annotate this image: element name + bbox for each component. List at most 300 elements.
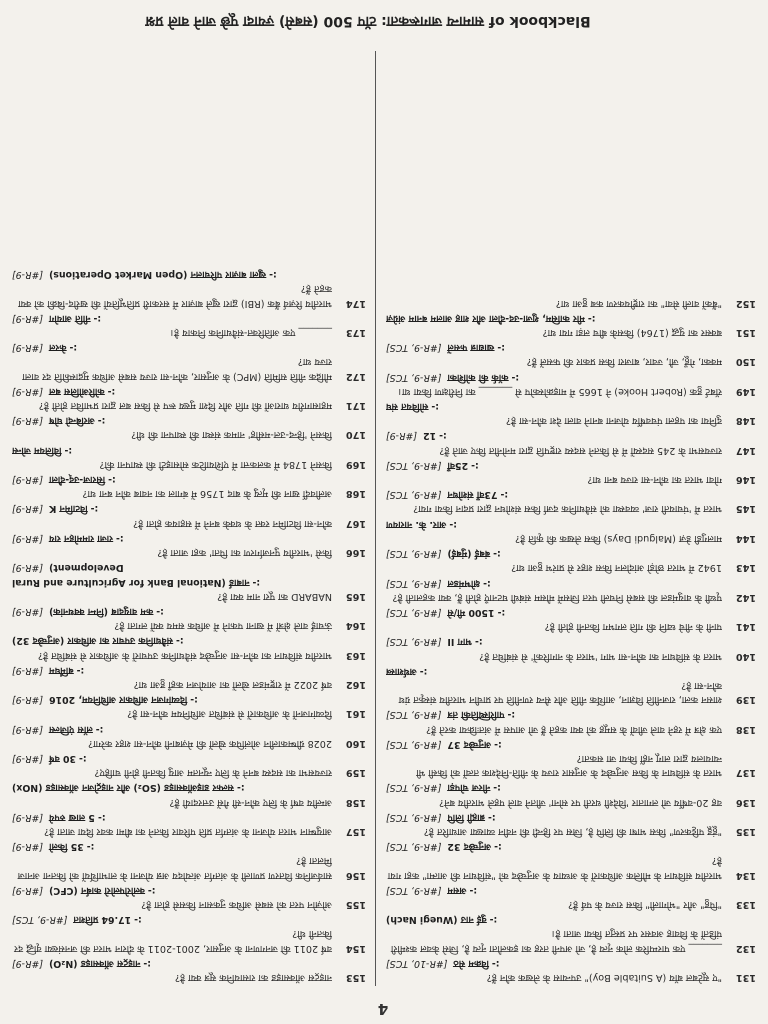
answer-text: 30 वर्ष bbox=[49, 752, 76, 764]
question-text: भारत के संविधान के किस अनुच्छेद के अनुसार राज्य के नीति-निदेशक तत्वों को किसी भी न्यायालय द्वारा लागू नहीं किया जा सकता? bbox=[416, 752, 722, 779]
answer-line bbox=[12, 839, 332, 853]
answer-line bbox=[12, 912, 332, 926]
question-item bbox=[12, 604, 366, 632]
page-number: 4 bbox=[377, 1000, 389, 1018]
question-number: 134 bbox=[735, 869, 756, 881]
answer-arrow-icon: :- bbox=[143, 957, 152, 969]
question-text: किसने 1784 में कलकत्ता में एशियाटिक सोसाइटी की स्थापना की? bbox=[99, 458, 332, 470]
question-number: 133 bbox=[735, 898, 756, 910]
answer-arrow-icon: :- bbox=[176, 635, 184, 647]
question-text: _______ एक अतिरिक्त-संवैधानिक निकाय है। bbox=[170, 327, 332, 339]
answer-text: 25वाँ bbox=[447, 459, 469, 471]
answer-line bbox=[12, 384, 332, 398]
answer-arrow-icon: :- bbox=[483, 577, 491, 589]
answer-arrow-icon: :- bbox=[493, 782, 501, 794]
answer-arrow-icon: :- bbox=[236, 782, 245, 794]
answer-arrow-icon: :- bbox=[134, 914, 142, 926]
question-text: "ए सूटेबल बॉय (A Suitable Boy)" उपन्यास के लेखक कौन हैं? bbox=[486, 972, 722, 983]
answer-text: सोवियत संघ bbox=[386, 401, 429, 413]
answer-arrow-icon: :- bbox=[116, 532, 124, 544]
source-tag: [#R-9, TCS] bbox=[386, 884, 442, 896]
source-tag: [#R-9, TCS] bbox=[386, 342, 442, 354]
answer-text: नीरज चोपड़ा bbox=[447, 782, 491, 794]
question-text: गोवा भारत का कौन-सा राज्य बना था? bbox=[587, 474, 722, 486]
answer-arrow-icon: :- bbox=[494, 841, 502, 853]
question-item bbox=[386, 839, 756, 882]
question-text: ओज़ोन परत को सबसे अधिक नुकसान किससे होता है? bbox=[141, 898, 332, 910]
answer-line bbox=[12, 721, 332, 735]
answer-arrow-icon: :- bbox=[487, 811, 496, 823]
question-item bbox=[12, 413, 366, 441]
source-tag: [#R-9] bbox=[12, 841, 44, 853]
answer-line bbox=[386, 517, 722, 531]
source-tag: [#R-9, TCS] bbox=[386, 371, 442, 383]
answer-text: दिव्यांगजन अधिकार अधिनियम, 2016 bbox=[49, 694, 188, 706]
answer-arrow-icon: :- bbox=[108, 474, 116, 486]
source-tag: [#R-9, TCS] bbox=[386, 577, 442, 589]
question-text: किसने 'हिन्द-उल-मसीह' नामक संस्था की स्थापना की थी? bbox=[131, 429, 332, 441]
answer-line bbox=[386, 634, 722, 648]
question-item bbox=[386, 956, 756, 984]
source-tag: [#R-9, TCS] bbox=[386, 811, 442, 823]
source-tag: [#R-9, TCS] bbox=[386, 709, 442, 721]
answer-line bbox=[12, 633, 332, 647]
answer-line bbox=[386, 664, 722, 678]
question-item bbox=[12, 311, 366, 339]
question-number: 147 bbox=[735, 444, 756, 456]
question-item bbox=[386, 780, 756, 808]
answer-text: खुला बाज़ार परिचालन (Open Market Operations) bbox=[49, 269, 267, 281]
answer-arrow-icon: :- bbox=[471, 459, 479, 471]
answer-text: नाबार्ड (National Bank for Agriculture and Rural Development) bbox=[12, 562, 250, 588]
answer-text: कम वायुदाब (निम्न क्वथनांक) bbox=[49, 605, 154, 617]
answer-arrow-icon: :- bbox=[252, 576, 261, 588]
question-text: भारतीय संविधान का कौन-सा अनुच्छेद संवैधानिक उपचारों के अधिकार से संबंधित है? bbox=[37, 649, 332, 661]
answer-text: कॉर्क की कोशिका bbox=[447, 371, 509, 383]
source-tag: [#R-9] bbox=[12, 415, 44, 427]
question-number: 132 bbox=[735, 942, 756, 954]
answer-line bbox=[12, 531, 332, 545]
question-text: दुनिया का पहला पंचवर्षीय योजना बनाने वाला देश कौन-सा है? bbox=[505, 415, 722, 427]
source-tag: [#R-9] bbox=[12, 385, 44, 397]
question-text: ऊंचाई वाले क्षेत्रों में खाना पकाने में अधिक समय क्यों लगता है? bbox=[114, 620, 332, 632]
answer-text: 1500 मी/से bbox=[447, 606, 495, 618]
question-number: 157 bbox=[345, 825, 366, 837]
answer-text: विलियम जोन्स bbox=[12, 444, 62, 456]
question-text: किसे 'भारतीय पुनर्जागरण का पिता' कहा जाता है? bbox=[157, 547, 332, 559]
source-tag: [#R-9] bbox=[12, 605, 44, 617]
answer-arrow-icon: :- bbox=[97, 811, 106, 823]
answer-text: विक्रम सेठ bbox=[453, 957, 489, 969]
question-number: 131 bbox=[735, 972, 756, 983]
answer-text: 73वाँ संशोधन bbox=[447, 489, 498, 501]
question-item bbox=[386, 810, 756, 838]
question-item bbox=[12, 839, 366, 882]
question-number: 166 bbox=[345, 547, 366, 559]
answer-text: सिराज-उद्-दौला bbox=[49, 474, 106, 486]
answer-arrow-icon: :- bbox=[497, 342, 505, 354]
answer-line bbox=[12, 501, 332, 515]
question-number: 169 bbox=[345, 458, 366, 470]
question-text: सार्वजनिक वितरण प्रणाली के अंतर्गत अंत्योदय अन्न योजना के लाभार्थियों को कितना अनाज मिलता है? bbox=[17, 855, 332, 881]
question-number: 167 bbox=[345, 517, 366, 529]
question-text: महासागरीय धाराओं की गति और दिशा मुख्य रूप से किस बल द्वारा प्रभावित होती है? bbox=[38, 400, 332, 412]
question-item bbox=[12, 810, 366, 838]
answer-line bbox=[12, 883, 332, 897]
question-text: वर्ष 2022 में राष्ट्रमंडल खेलों का आयोजन कहाँ हुआ था? bbox=[133, 678, 332, 690]
question-text: 1942 में भारत छोड़ो आंदोलन किस शहर से प्रारंभ हुआ था? bbox=[511, 562, 722, 574]
question-number: 136 bbox=[735, 796, 756, 808]
question-item bbox=[12, 663, 366, 691]
answer-text: अर्थशास्त्र bbox=[386, 665, 417, 677]
answer-line bbox=[386, 707, 722, 721]
question-number: 135 bbox=[735, 825, 756, 837]
answer-line bbox=[12, 311, 332, 325]
question-number: 149 bbox=[735, 385, 756, 397]
source-tag: [#R-9, TCS] bbox=[386, 636, 442, 648]
question-text: पृथ्वी के वायुमंडल की सबसे निचली परत जिसमें मौसम संबंधी घटनाएँ होती हैं, क्या कहलाती है? bbox=[392, 591, 722, 603]
answer-text: विटामिन K bbox=[49, 503, 88, 515]
answer-line bbox=[386, 546, 722, 560]
answer-arrow-icon: :- bbox=[511, 371, 520, 383]
question-number: 158 bbox=[345, 796, 366, 808]
source-tag: [#R-9, TCS] bbox=[386, 548, 442, 560]
question-number: 155 bbox=[345, 898, 366, 910]
question-number: 138 bbox=[735, 723, 756, 735]
question-number: 171 bbox=[345, 400, 366, 412]
question-number: 151 bbox=[735, 327, 756, 339]
question-item bbox=[12, 780, 366, 808]
question-number: 156 bbox=[345, 869, 366, 881]
answer-line bbox=[12, 560, 332, 588]
answer-text: अरबिन्दो घोष bbox=[49, 415, 95, 427]
answer-arrow-icon: :- bbox=[497, 606, 506, 618]
answer-arrow-icon: :- bbox=[79, 752, 87, 764]
question-number: 153 bbox=[345, 972, 366, 983]
answer-line bbox=[386, 369, 722, 383]
question-item bbox=[12, 267, 366, 310]
question-text: "बैंकों वाली सेवा" का राष्ट्रीयकरण कब हुआ था? bbox=[555, 297, 722, 309]
question-text: "हूंडू पट्टिकरण" किस भाषा की लिपि है, जिस पर हिन्दी की नवीन व्याख्या आधारित है? bbox=[423, 825, 722, 837]
answer-line bbox=[386, 737, 722, 751]
answer-line bbox=[12, 442, 332, 456]
question-number: 139 bbox=[735, 694, 756, 706]
question-number: 161 bbox=[345, 708, 366, 720]
question-text: रॉबर्ट हुक (Robert Hooke) ने 1665 में माइक्रोस्कोप से _______ का निरीक्षण किया था। bbox=[398, 385, 722, 397]
answer-arrow-icon: :- bbox=[489, 914, 498, 926]
answer-text: कोरिओलिस बल bbox=[49, 385, 105, 397]
source-tag: [#R-9, TCS] bbox=[12, 914, 68, 926]
answer-text: मीर कासिम, शुजा-उद-दौला और शाह आलम बनाम अंग्रेज़ bbox=[386, 312, 585, 324]
answer-line bbox=[12, 780, 332, 794]
answer-arrow-icon: :- bbox=[76, 664, 85, 676]
answer-arrow-icon: :- bbox=[86, 841, 95, 853]
answer-arrow-icon: :- bbox=[449, 518, 458, 530]
answer-arrow-icon: :- bbox=[90, 503, 99, 515]
answer-text: लॉस एंजिल्स bbox=[49, 723, 93, 735]
answer-arrow-icon: :- bbox=[107, 385, 116, 397]
answer-arrow-icon: :- bbox=[431, 401, 439, 413]
answer-line bbox=[386, 399, 722, 413]
answer-line bbox=[386, 428, 722, 442]
question-number: 172 bbox=[345, 370, 366, 382]
source-tag: [#R-9] bbox=[12, 312, 44, 324]
answer-line bbox=[386, 780, 722, 794]
answer-line bbox=[386, 575, 722, 589]
answer-text: राजा राममोहन राय bbox=[49, 532, 114, 544]
question-item bbox=[12, 721, 366, 749]
question-text: मालगुडी डेज़ (Malgudi Days) किस लेखक की कृति है? bbox=[515, 532, 722, 544]
question-text: वह 20-वर्षीय जो लगातार 'विदेशी धरती पर सोना' जीतने वाले पहले भारतीय बने? bbox=[439, 796, 722, 808]
question-item bbox=[386, 634, 756, 662]
answer-line bbox=[12, 604, 332, 618]
question-number: 170 bbox=[345, 429, 366, 441]
question-number: 141 bbox=[735, 621, 756, 633]
question-item bbox=[12, 384, 366, 412]
answer-arrow-icon: :- bbox=[474, 636, 483, 648]
question-item bbox=[12, 912, 366, 955]
answer-line bbox=[12, 413, 332, 427]
source-tag: [#R-9] bbox=[12, 342, 44, 354]
question-item bbox=[386, 883, 756, 911]
answer-line bbox=[12, 472, 332, 486]
question-text: _______ एक पारम्परिक लोक नृत्य है, जो अपनी तरह का इकलौता नृत्य है, जिसे केवल कश्मीरी पंडितों के विवाह अवसर पर प्रस्तुत किया जाता है। bbox=[390, 928, 722, 954]
answer-text: 12 bbox=[423, 430, 437, 442]
question-number: 165 bbox=[345, 590, 366, 602]
answer-line bbox=[386, 340, 722, 354]
source-tag: [#R-9] bbox=[12, 723, 44, 735]
source-tag: [#R-10, TCS] bbox=[386, 957, 448, 969]
answer-arrow-icon: :- bbox=[95, 723, 104, 735]
source-tag: [#R-9] bbox=[12, 503, 44, 515]
source-tag: [#R-9] bbox=[12, 957, 44, 969]
question-text: पानी के नीचे ध्वनि की गति लगभग कितनी होती है? bbox=[544, 621, 722, 633]
question-text: आयुष्मान भारत योजना के अंतर्गत प्रति परिवार कितने का बीमा कवर दिया जाता है? bbox=[44, 825, 332, 837]
answer-arrow-icon: :- bbox=[500, 489, 509, 501]
answer-text: अनुच्छेद 37 bbox=[447, 738, 492, 750]
answer-text: सल्फर डाइऑक्साइड (SO₂) और नाइट्रोजन ऑक्साइड (NOx) bbox=[12, 782, 234, 794]
source-tag: [#R-9] bbox=[12, 562, 44, 574]
question-item bbox=[12, 442, 366, 470]
question-text: दिव्यांगजनों के अधिकारों से संबंधित अधिनियम कौन-सा है? bbox=[127, 708, 332, 720]
question-item bbox=[386, 458, 756, 486]
question-item bbox=[386, 295, 756, 309]
question-item bbox=[12, 560, 366, 603]
answer-text: आर. के. नारायण bbox=[386, 518, 447, 530]
answer-line bbox=[386, 839, 722, 853]
answer-text: क्लोरोफ्लोरो कार्बन (CFC) bbox=[49, 884, 145, 896]
question-number: 142 bbox=[735, 591, 756, 603]
question-text: राज्यसभा के 245 सदस्यों में से कितने सदस्य राष्ट्रपति द्वारा मनोनीत किए जाते हैं? bbox=[439, 444, 722, 456]
source-tag: [#R-9, TCS] bbox=[386, 738, 442, 750]
answer-text: भाग II bbox=[447, 636, 472, 648]
answer-text: 35 किलो bbox=[49, 841, 84, 853]
question-number: 173 bbox=[345, 327, 366, 339]
answer-arrow-icon: :- bbox=[97, 415, 106, 427]
question-item bbox=[386, 912, 756, 955]
answer-text: बंबई (मुंबई) bbox=[447, 548, 491, 560]
question-item bbox=[12, 531, 366, 559]
source-tag: [#R-9] bbox=[12, 664, 44, 676]
question-number: 168 bbox=[345, 488, 366, 500]
question-number: 137 bbox=[735, 767, 756, 779]
question-text: एक क्षेत्र में रहने वाले जीवों के समूह को क्या कहते हैं जो आपस में अंतःक्रिया करते हैं? bbox=[426, 723, 722, 735]
question-item bbox=[386, 369, 756, 397]
source-tag: [#R-9] bbox=[12, 884, 44, 896]
answer-arrow-icon: :- bbox=[156, 605, 164, 617]
question-text: "पिहु" और "भोगाली" किस राज्य के पर्व हैं? bbox=[567, 898, 722, 910]
question-text: भारतीय संविधान के मौलिक अधिकारों के अध्याय के अनुच्छेद को "संविधान की आत्मा" कहा गया है? bbox=[387, 855, 722, 881]
source-tag: [#R-9, TCS] bbox=[386, 459, 442, 471]
question-item bbox=[386, 399, 756, 427]
question-number: 140 bbox=[735, 650, 756, 662]
question-text: वर्ष 2011 की जनगणना के अनुसार, 2001-2011 के दौरान भारत की जनसंख्या वृद्धि दर कितनी थी? bbox=[14, 928, 332, 954]
answer-line bbox=[386, 956, 722, 970]
answer-arrow-icon: :- bbox=[64, 444, 73, 456]
answer-text: क्षोभमंडल bbox=[447, 577, 481, 589]
question-item bbox=[12, 883, 366, 911]
answer-arrow-icon: :- bbox=[587, 312, 596, 324]
question-number: 146 bbox=[735, 474, 756, 486]
question-number: 160 bbox=[345, 737, 366, 749]
answer-arrow-icon: :- bbox=[491, 957, 500, 969]
answer-text: संवैधानिक उपचार का अधिकार (अनुच्छेद 32) bbox=[12, 635, 174, 647]
question-item bbox=[386, 664, 756, 707]
question-item bbox=[386, 487, 756, 515]
question-item bbox=[386, 575, 756, 603]
question-text: मौद्रिक नीति समिति (MPC) के अनुसार, कौन-सा राज्य सबसे अधिक मुद्रास्फीति दर वाला राज्य था? bbox=[22, 356, 332, 382]
answer-line bbox=[386, 487, 722, 501]
answer-arrow-icon: :- bbox=[493, 548, 501, 560]
answer-text: नीति आयोग bbox=[49, 312, 91, 324]
question-number: 163 bbox=[345, 649, 366, 661]
question-number: 143 bbox=[735, 562, 756, 574]
answer-text: ब्राह्मी लिपि bbox=[447, 811, 485, 823]
answer-arrow-icon: :- bbox=[93, 312, 102, 324]
question-text: अम्लीय वर्षा के लिए कौन-सी गैसें उत्तरदायी हैं? bbox=[169, 796, 332, 808]
answer-text: केरल bbox=[49, 342, 67, 354]
answer-line bbox=[12, 267, 332, 281]
answer-text: पारिस्थितिकी तंत्र bbox=[447, 709, 505, 721]
answer-text: वुई नाउ (Wuegi Nach) bbox=[386, 914, 487, 926]
question-item bbox=[12, 956, 366, 984]
question-item bbox=[12, 501, 366, 529]
question-text: भारतीय रिज़र्व बैंक (RBI) द्वारा खुले बाज़ार में सरकारी प्रतिभूतियों की खरीद-बिक्री को क्या कहते हैं? bbox=[18, 283, 332, 309]
answer-arrow-icon: :- bbox=[147, 884, 156, 896]
answer-line bbox=[386, 605, 722, 619]
source-tag: [#R-9] bbox=[12, 752, 44, 764]
question-number: 150 bbox=[735, 356, 756, 368]
source-tag: [#R-9] bbox=[12, 532, 44, 544]
left-column bbox=[386, 49, 756, 984]
question-text: 2028 ग्रीष्मकालीन ओलंपिक खेलों की मेज़बानी कौन-सा शहर करेगा? bbox=[87, 737, 332, 749]
question-item bbox=[12, 692, 366, 720]
answer-arrow-icon: :- bbox=[419, 665, 428, 677]
question-text: नाइट्रस ऑक्साइड का रासायनिक सूत्र क्या है? bbox=[174, 972, 332, 983]
answer-arrow-icon: :- bbox=[269, 269, 277, 281]
source-tag: [#R-9, TCS] bbox=[386, 841, 442, 853]
column-divider bbox=[375, 51, 376, 986]
answer-line bbox=[386, 810, 722, 824]
question-item bbox=[12, 340, 366, 383]
question-number: 174 bbox=[345, 297, 366, 309]
answer-arrow-icon: :- bbox=[69, 342, 78, 354]
answer-text: खाद्यान्न फसलें bbox=[447, 342, 495, 354]
answer-arrow-icon: :- bbox=[507, 709, 516, 721]
answer-line bbox=[386, 912, 722, 926]
question-text: भारत में 'पंचायती राज' व्यवस्था को संवैधानिक दर्जा किस संशोधन द्वारा प्रदान किया गया? bbox=[413, 503, 722, 515]
answer-text: बर्मिंघम bbox=[49, 664, 74, 676]
answer-text: 17.64 प्रतिशत bbox=[73, 914, 132, 926]
question-number: 144 bbox=[735, 532, 756, 544]
answer-line bbox=[12, 810, 332, 824]
question-text: भारत के संविधान का कौन-सा भाग 'भारत के नागरिकों' से संबंधित है? bbox=[479, 650, 722, 662]
book-header: Blackbook of सामान्य जागरूकता: टॉप 500 (सबसे) ज़्यादा पूछे जाने वाले प्रश्न bbox=[145, 13, 591, 29]
question-item bbox=[12, 751, 366, 779]
source-tag: [#R-9, TCS] bbox=[386, 489, 442, 501]
question-number: 164 bbox=[345, 620, 366, 632]
question-number: 154 bbox=[345, 942, 366, 954]
answer-line bbox=[12, 340, 332, 354]
question-text: अलीवर्दी खान की मृत्यु के बाद 1756 में बंगाल का नवाब कौन बना था? bbox=[82, 488, 332, 500]
answer-arrow-icon: :- bbox=[439, 430, 447, 442]
source-tag: [#R-9] bbox=[12, 694, 44, 706]
question-item bbox=[12, 633, 366, 661]
question-item bbox=[386, 517, 756, 545]
question-item bbox=[386, 428, 756, 456]
answer-line bbox=[12, 956, 332, 970]
right-column bbox=[12, 49, 366, 984]
answer-line bbox=[386, 883, 722, 897]
answer-line bbox=[12, 751, 332, 765]
answer-line bbox=[12, 692, 332, 706]
answer-text: अनुच्छेद 32 bbox=[447, 841, 492, 853]
answer-line bbox=[386, 458, 722, 472]
source-tag: [#R-9, TCS] bbox=[386, 606, 442, 618]
question-text: कौन-सा विटामिन रक्त के थक्के बनने में सहायक होता है? bbox=[133, 517, 332, 529]
question-item bbox=[386, 707, 756, 735]
question-item bbox=[386, 737, 756, 780]
question-text: शासन कला, राजनीति विज्ञान, आर्थिक नीति और सैन्य रणनीति पर प्राचीन भारतीय संस्कृत ग्रंथ कौन-सा है? bbox=[398, 679, 722, 706]
question-number: 152 bbox=[735, 297, 756, 309]
question-text: बक्सर का युद्ध (1764) किसके बीच लड़ा गया था? bbox=[542, 327, 722, 339]
question-number: 148 bbox=[735, 415, 756, 427]
source-tag: [#R-9] bbox=[12, 474, 44, 486]
question-item bbox=[386, 340, 756, 368]
answer-arrow-icon: :- bbox=[190, 694, 198, 706]
source-tag: [#R-9] bbox=[386, 430, 418, 442]
answer-arrow-icon: :- bbox=[469, 884, 478, 896]
answer-arrow-icon: :- bbox=[494, 738, 502, 750]
answer-line bbox=[12, 663, 332, 677]
answer-line bbox=[386, 311, 722, 325]
answer-text: असम bbox=[447, 884, 467, 896]
question-item bbox=[386, 311, 756, 339]
source-tag: [#R-9, TCS] bbox=[386, 782, 442, 794]
question-item bbox=[386, 605, 756, 633]
question-text: राज्यसभा का सदस्य बनने के लिए न्यूनतम आयु कितनी होनी चाहिए? bbox=[94, 767, 332, 779]
question-item bbox=[386, 546, 756, 574]
answer-text: 5 लाख रुपये bbox=[49, 811, 95, 823]
question-item bbox=[12, 472, 366, 500]
question-number: 162 bbox=[345, 678, 366, 690]
source-tag: [#R-9] bbox=[12, 811, 44, 823]
source-tag: [#R-9] bbox=[12, 269, 44, 281]
answer-text: नाइट्रस ऑक्साइड (N₂O) bbox=[49, 957, 141, 969]
question-number: 159 bbox=[345, 767, 366, 779]
question-text: NABARD का पूरा नाम क्या है? bbox=[217, 590, 332, 602]
question-text: मक्का, गेहूँ, जौ, ज्वार, बाजरा किस प्रकार की फसलें हैं? bbox=[526, 356, 722, 368]
